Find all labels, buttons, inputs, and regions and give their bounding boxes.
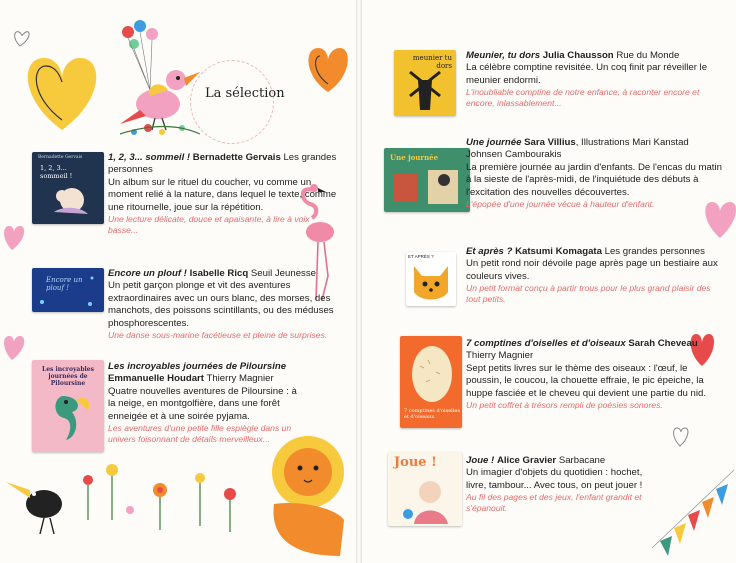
book-title-7: 7 comptines d'oiselles et d'oiseaux — [466, 338, 626, 349]
book-entry-6 — [466, 246, 722, 305]
book-description-5: La première journée au jardin d'enfants. De l'encas du matin à la sieste de l'après-midi, de l'inquiétude des débuts à l'excitation des nouvelles découvertes. — [466, 161, 722, 198]
book-author-1: Bernadette Gervais — [192, 152, 281, 163]
bunting-decoration — [652, 470, 734, 556]
left-page — [0, 0, 358, 563]
book-note-4: L'inoubliable comptine de notre enfance, à raconter encore et encore, inlassablement... — [466, 87, 700, 109]
fox-face-illustration — [406, 252, 456, 306]
book-illustrator-5: Mari Kanstad Johnsen — [466, 137, 689, 161]
book-cover-6-title: ET APRÈS ? — [408, 254, 434, 259]
book-description-6: Un petit rond noir dévoile page après page un bestiaire aux couleurs vives. — [466, 258, 718, 282]
book-description-8: Un imagier d'objets du quotidien : hochet, livre, tambour... Avec tous, on peut jouer ! — [466, 467, 643, 491]
book-note-2: Une danse sous-marine facétieuse et pleine de surprises. — [108, 330, 328, 341]
book-publisher-3: Thierry Magnier — [206, 373, 274, 385]
yellow-heart-icon — [28, 58, 96, 130]
book-publisher-4: Rue du Monde — [616, 50, 680, 61]
book-cover-7[interactable] — [400, 336, 462, 428]
book-entry-8 — [466, 455, 656, 514]
book-publisher-1: Les grandes personnes — [108, 152, 337, 176]
book-title-6: Et après ? — [466, 246, 513, 257]
book-author-6: Katsumi Komagata — [515, 246, 602, 257]
book-entry-7 — [466, 338, 716, 411]
toucan-illustration — [6, 482, 62, 534]
section-title: La sélection — [205, 86, 285, 101]
book-author-5: Sara Villius — [524, 137, 576, 148]
bird-illustration — [120, 70, 200, 130]
selection-wreath — [190, 60, 274, 144]
book-cover-1-author: Bernadette Gervais — [38, 155, 83, 160]
windmill-illustration — [394, 50, 456, 116]
book-entry-3 — [108, 361, 304, 445]
book-cover-8[interactable] — [388, 452, 462, 526]
book-note-7: Un petit coffret à trésors rempli de poésies sonores. — [466, 400, 663, 411]
book-cover-4[interactable] — [394, 50, 456, 116]
book-cover-2-title: Encore un plouf ! — [46, 276, 83, 292]
book-description-1: Un album sur le rituel du coucher, vu comme un moment relié à la nature, dans lequel le texte, comme une ritournelle, joue sur la répétition. — [108, 176, 337, 213]
baby-illustration — [388, 452, 462, 526]
pink-heart-icon — [4, 226, 24, 250]
book-entry-1 — [108, 152, 342, 236]
book-cover-2[interactable] — [32, 268, 104, 312]
book-cover-3[interactable] — [32, 360, 104, 452]
book-cover-8-title: Joue ! — [394, 455, 437, 470]
book-entry-2 — [108, 268, 342, 341]
book-description-3: Quatre nouvelles aventures de Piloursine : à la neige, en montgolfière, dans une forêt enneigée et à une soirée pyjama. — [108, 385, 297, 422]
outline-heart-icon — [674, 428, 688, 446]
seahorse-illustration — [32, 360, 104, 452]
book-entry-4 — [466, 50, 722, 109]
book-note-8: Au fil des pages et des jeux, l'enfant grandit et s'épanouit. — [466, 492, 642, 514]
book-publisher-5: Cambourakis — [504, 149, 562, 161]
book-description-2: Un petit garçon plonge et vit des aventures extraordinaires avec un ours blanc, des morses, des manchots, des poissons scintillants, ou des méduses phosphorescentes. — [108, 280, 334, 329]
kindergarten-illustration — [384, 148, 470, 212]
book-publisher-2: Seuil Jeunesse — [250, 268, 316, 279]
book-note-3: Les aventures d'une petite fille espiègle dans un univers foisonnant de détails merveilleux... — [108, 423, 292, 445]
book-author-2: Isabelle Ricq — [189, 268, 249, 279]
book-description-7: Sept petits livres sur le thème des oiseaux : l'œuf, le poussin, le coucou, la chouette effraie, le pic épeiche, la huppe fasciée et le cheveu qui devient une partie du nid. — [466, 362, 707, 399]
book-author-7: Sarah Cheveau — [628, 338, 698, 349]
book-cover-1[interactable] — [32, 152, 104, 224]
book-note-1: Une lecture délicate, douce et apaisante, à lire à voix basse... — [108, 214, 310, 236]
pink-heart-icon-2 — [4, 336, 24, 360]
book-description-4: La célèbre comptine revisitée. Un coq finit par réveiller le meunier endormi. — [466, 62, 708, 86]
book-publisher-7: Thierry Magnier — [466, 350, 534, 362]
flowers-bottom-decoration — [83, 464, 236, 532]
book-author-3: Emmanuelle Houdart — [108, 373, 204, 385]
underwater-illustration — [32, 268, 104, 312]
book-cover-5-title: Une journée — [390, 153, 439, 162]
book-publisher-8: Sarbacane — [558, 455, 606, 466]
book-author-8: Alice Gravier — [496, 455, 557, 466]
book-cover-1-title: 1, 2, 3... sommeil ! — [40, 164, 73, 180]
right-page — [362, 0, 736, 563]
sleeping-child-illustration — [32, 152, 104, 224]
balloons-icon — [122, 20, 158, 90]
book-entry-5: Une journée Sara Villius, Illustrations Mari Kanstad Johnsen Cambourakis La première journée au jardin d'enfants. De l'encas du matin à la sieste de l'après-midi, de l'inquiétude des débuts à l'excitation des nouvelles découvertes. L'épopée d'une journée vécue à hauteur d'enfant. — [466, 137, 722, 210]
book-title-4: Meunier, tu dors — [466, 50, 541, 61]
book-cover-5[interactable] — [384, 148, 470, 212]
flowers-decoration — [120, 124, 200, 135]
book-publisher-6: Les grandes personnes — [604, 246, 705, 257]
small-heart-icon — [15, 32, 29, 46]
book-title-2: Encore un plouf ! — [108, 268, 187, 279]
book-cover-7-title: 7 comptines d'oiselles et d'oiseaux — [404, 408, 460, 420]
book-title-3: Les incroyables journées de Piloursine — [108, 361, 287, 372]
orange-heart-icon — [309, 48, 348, 92]
book-cover-4-title: meunier tu dors — [412, 54, 452, 70]
book-cover-3-title: Les incroyables journées de Piloursine — [41, 366, 94, 387]
book-title-8: Joue ! — [466, 455, 495, 466]
book-author-4: Julia Chausson — [542, 50, 614, 61]
book-illustrator-prefix-5: Illustrations — [581, 137, 630, 148]
book-title-5: Une journée — [466, 137, 522, 148]
book-note-5: L'épopée d'une journée vécue à hauteur d'enfant. — [466, 199, 655, 210]
lion-illustration — [272, 436, 344, 556]
book-note-6: Un petit format conçu à partir trous pour le plus grand plaisir des tout petits. — [466, 283, 711, 305]
book-title-1: 1, 2, 3... sommeil ! — [108, 152, 191, 163]
book-cover-6[interactable] — [406, 252, 456, 306]
